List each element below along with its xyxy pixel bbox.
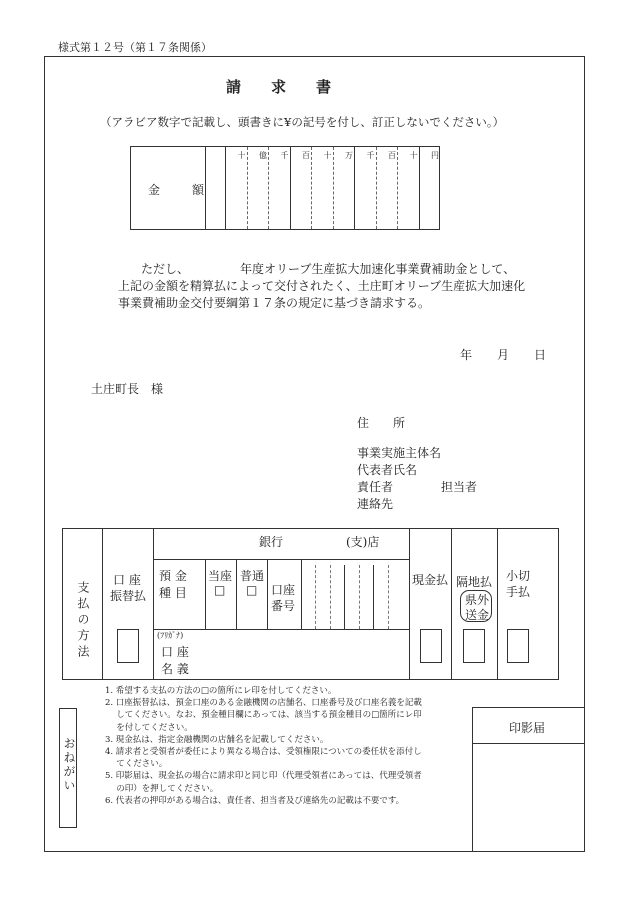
cash-checkbox[interactable] (420, 629, 442, 663)
amount-digit-cell[interactable] (226, 147, 248, 229)
check-label-2: 手払 (506, 585, 531, 599)
amount-digit-cell[interactable] (291, 147, 313, 229)
check-label-1: 小切 (506, 569, 531, 583)
body-line1-a: ただし、 (141, 262, 190, 276)
amount-unit-label: 千 (366, 151, 375, 160)
notes-label: おねがい (62, 737, 76, 793)
amount-unit-label: 百 (388, 151, 396, 160)
account-name-field[interactable] (206, 647, 406, 677)
body-line3: 事業費補助金交付要綱第１７条の規定に基づき請求する。 (118, 296, 431, 310)
note-line: 4. 請求者と受領者が委任により異なる場合は、受領権限についての委任状を添付し (105, 747, 422, 757)
remote-label-2: 県外 (465, 593, 490, 607)
form-id: 様式第１２号（第１７条関係） (58, 41, 212, 54)
amount-unit-label: 円 (431, 151, 439, 160)
check-checkbox[interactable] (507, 629, 529, 663)
applicant-responsible-label: 責任者 (357, 480, 394, 494)
amount-unit-label: 千 (280, 151, 289, 160)
applicant-contact-label: 連絡先 (357, 497, 394, 511)
amount-digit-cell[interactable] (334, 147, 356, 229)
amount-unit-label: 十 (323, 151, 332, 160)
amount-unit-label: 百 (302, 151, 310, 160)
deposit-type-label-2: 種 目 (159, 586, 187, 600)
note-line: てください。 (105, 759, 168, 770)
notes-label-box (59, 708, 77, 828)
bank-label: 銀行 (259, 535, 284, 549)
addressee: 土庄町長 様 (91, 382, 164, 396)
remote-label: 隔地払 (456, 575, 493, 589)
applicant-org-label: 事業実施主体名 (357, 446, 442, 460)
account-name-label-1: 口 座 (161, 645, 189, 659)
seal-area[interactable] (473, 744, 585, 852)
furigana-label: (ﾌﾘｶﾞﾅ) (157, 631, 184, 640)
note-line: 5. 印影届は、現金払の場合に請求印と同じ印（代理受領者にあっては、代理受領者 (105, 771, 422, 782)
body-line2: 上記の金額を精算払によって交付されたく、土庄町オリーブ生産拡大加速化 (118, 279, 526, 293)
date-day: 日 (534, 348, 547, 362)
amount-digit-cell[interactable] (248, 147, 270, 229)
instruction: （アラビア数字で記載し、頭書きに¥の記号を付し、訂正しないでください。） (100, 115, 505, 129)
remote-checkbox[interactable] (463, 629, 485, 663)
amount-digit-cell[interactable] (269, 147, 291, 229)
note-line: 1. 希望する支払の方法の□の箇所にレ印を付してください。 (105, 686, 337, 696)
amount-digit-cell[interactable] (355, 147, 377, 229)
note-line: 3. 現金払は、指定金融機関の店舗名を記載してください。 (105, 734, 329, 745)
amount-label-cell (131, 147, 215, 229)
account-number-label-1: 口座 (271, 583, 296, 597)
note-line: 6. 代表者の押印がある場合は、責任者、担当者及び連絡先の記載は不要です。 (105, 795, 405, 806)
transfer-checkbox[interactable] (117, 629, 139, 663)
amount-box (130, 146, 440, 230)
amount-unit-label: 万 (345, 151, 353, 160)
applicant-staff-label: 担当者 (441, 480, 478, 494)
note-line: の印）を押してください。 (105, 783, 219, 794)
seal-box (472, 707, 585, 852)
note-line: 2. 口座振替払は、預金口座のある金融機関の店舗名、口座番号及び口座名義を記載 (105, 698, 422, 709)
remote-label-3: 送金 (465, 608, 490, 622)
amount-unit-label: 十 (409, 151, 418, 160)
applicant-address-label: 住 所 (357, 416, 406, 430)
seal-label: 印影届 (509, 721, 546, 735)
account-number-label-2: 番号 (271, 599, 296, 613)
page-title: 請 求 書 (226, 78, 332, 96)
payment-table (62, 528, 559, 680)
ordinary-account-label: 普通 (240, 569, 265, 583)
deposit-type-label-1: 預 金 (159, 569, 187, 583)
current-account-checkbox[interactable]: □ (214, 583, 226, 597)
branch-label: (支)店 (346, 535, 380, 549)
date-month: 月 (497, 348, 510, 362)
transfer-label-2: 振替払 (110, 589, 147, 603)
account-name-label-2: 名 義 (161, 662, 189, 676)
cash-label: 現金払 (412, 573, 449, 587)
amount-label: 金 額 (148, 183, 215, 197)
amount-digit-cell[interactable] (312, 147, 334, 229)
amount-blank-cell (206, 147, 226, 229)
note-line: を付してください。 (105, 722, 193, 733)
amount-unit-label: 十 (237, 151, 246, 160)
payment-method-label: 支払の方法 (76, 581, 90, 661)
amount-unit-label: 億 (259, 151, 267, 160)
applicant-rep-label: 代表者氏名 (357, 463, 418, 477)
amount-digit-cell[interactable] (398, 147, 420, 229)
body-line1-b: 年度オリーブ生産拡大加速化事業費補助金として、 (240, 262, 516, 276)
current-account-label: 当座 (208, 569, 233, 583)
date-year: 年 (460, 348, 473, 362)
note-line: してください。なお、預金種目欄にあっては、該当する預金種目の□箇所にレ印 (105, 710, 422, 721)
amount-digit-cell[interactable] (377, 147, 399, 229)
ordinary-account-checkbox[interactable]: □ (246, 583, 258, 597)
amount-digit-cell[interactable] (420, 147, 442, 229)
transfer-label-1: 口 座 (113, 573, 141, 587)
